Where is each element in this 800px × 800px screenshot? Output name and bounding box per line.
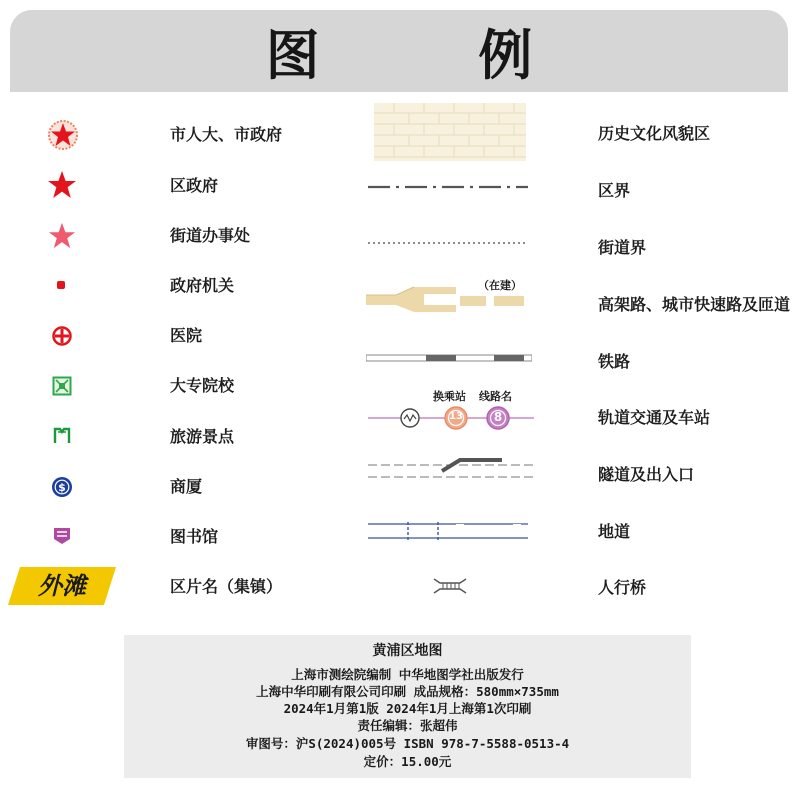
legend-label-area-name: 区片名（集镇） [170, 577, 283, 596]
info-editor: 责任编辑：张超伟 [357, 718, 458, 733]
street-boundary-line [368, 240, 528, 246]
red-star-in-circle-icon [46, 118, 80, 152]
legend-label-city-government: 市人大、市政府 [170, 125, 283, 144]
legend-label-hospital: 医院 [170, 326, 203, 345]
scenic-spot-icon [52, 425, 72, 445]
pink-star-icon [48, 222, 76, 250]
red-dot-icon [56, 280, 66, 290]
legend-label-district-boundary: 区界 [598, 181, 631, 200]
legend-label-government-agency: 政府机关 [170, 276, 235, 295]
transfer-station-annotation: 换乘站 [433, 390, 466, 403]
legend-label-metro: 轨道交通及车站 [598, 408, 711, 427]
brick-pattern-icon [374, 103, 526, 161]
legend-label-tunnel: 隧道及出入口 [598, 465, 695, 484]
legend-label-street-office: 街道办事处 [170, 226, 251, 245]
legend-label-district-government: 区政府 [170, 176, 219, 195]
metro-line-icon [368, 386, 534, 434]
line-name-annotation: 线路名 [479, 390, 512, 403]
legend-label-library: 图书馆 [170, 527, 219, 546]
legend-title: 图 例 [265, 22, 603, 87]
publication-info-box [124, 635, 691, 778]
footbridge-icon [432, 576, 468, 596]
college-icon [52, 376, 72, 396]
legend-header [10, 10, 788, 92]
legend-label-historic-area: 历史文化风貌区 [598, 124, 711, 143]
railway-line [366, 353, 532, 363]
legend-label-street-boundary: 街道界 [598, 238, 647, 257]
legend-label-scenic-spot: 旅游景点 [170, 427, 235, 446]
info-approval-isbn: 审图号：沪S(2024)005号 ISBN 978-7-5588-0513-4 [245, 736, 570, 751]
library-icon [52, 526, 72, 546]
map-title: 黄浦区地图 [372, 643, 443, 659]
info-price: 定价：15.00元 [363, 754, 452, 769]
underpass-icon [368, 516, 528, 544]
area-name-sample [8, 567, 116, 605]
tunnel-icon [368, 455, 534, 485]
legend-label-college: 大专院校 [170, 376, 235, 395]
elevated-road-icon [366, 277, 532, 321]
legend-label-elevated-road: 高架路、城市快速路及匝道 [598, 295, 791, 314]
transfer-station-number: 13 [449, 411, 463, 422]
legend-label-shopping-mall: 商厦 [170, 477, 203, 496]
mall-glyph: $ [58, 481, 66, 494]
under-construction-annotation: （在建） [478, 279, 522, 292]
info-edition: 2024年1月第1版 2024年1月上海第1次印刷 [283, 701, 532, 716]
info-compiler-publisher: 上海市测绘院编制 中华地图学社出版发行 [291, 667, 524, 682]
line-number: 8 [493, 410, 503, 424]
hospital-cross-icon [51, 325, 73, 347]
legend-label-underpass: 地道 [598, 522, 631, 541]
info-printer-size: 上海中华印刷有限公司印刷 成品规格：580mm×735mm [256, 684, 559, 699]
legend-label-railway: 铁路 [598, 352, 631, 371]
district-boundary-line [368, 182, 528, 192]
red-star-icon [47, 170, 77, 200]
legend-label-footbridge: 人行桥 [598, 578, 647, 597]
shopping-mall-icon [51, 476, 73, 498]
area-name-sample-text: 外滩 [38, 572, 86, 600]
